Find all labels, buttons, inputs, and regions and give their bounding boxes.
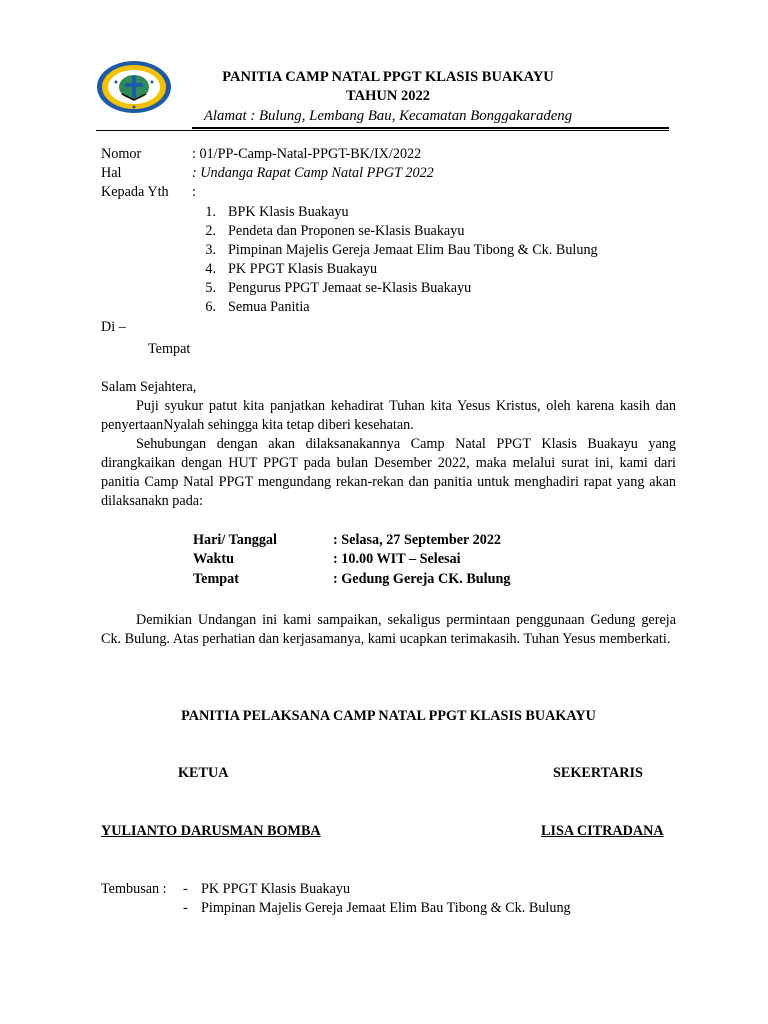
paragraph-closing: Demikian Undangan ini kami sampaikan, sekaligus permintaan penggunaan Gedung gereja Ck. Bulung. Atas perhatian dan kerjasamanya, kami ucapkan terimakasih. Tuhan Yesus memberkati.	[101, 612, 676, 647]
paragraph-2: Sehubungan dengan akan dilaksanakannya Camp Natal PPGT Klasis Buakayu yang dirangkaikan dengan HUT PPGT pada bulan Desember 2022, maka melalui surat ini, kami dari panitia Camp Natal PPGT mengundang rekan-rekan dan panitia untuk menghadiri rapat yang akan dilaksanakn pada:	[101, 436, 676, 509]
list-item: 2. Pendeta dan Proponen se-Klasis Buakayu	[205, 223, 465, 239]
detail-label-place: Tempat	[193, 571, 239, 587]
cc-item: Pimpinan Majelis Gereja Jemaat Elim Bau Tibong & Ck. Bulung	[201, 900, 571, 916]
nomor-label: Nomor	[101, 146, 142, 162]
header-rule-thick	[192, 127, 669, 129]
detail-value-place: : Gedung Gereja CK. Bulung	[333, 571, 511, 587]
detail-value-date: : Selasa, 27 September 2022	[333, 532, 502, 548]
ketua-name: YULIANTO DARUSMAN BOMBA	[101, 823, 321, 839]
list-item: 4. PK PPGT Klasis Buakayu	[205, 261, 378, 277]
nomor-value: : 01/PP-Camp-Natal-PPGT-BK/IX/2022	[192, 146, 422, 162]
kepada-colon: :	[192, 184, 196, 200]
cc-dash: -	[183, 900, 188, 916]
sekertaris-role: SEKERTARIS	[553, 765, 643, 781]
paragraph-1: Puji syukur patut kita panjatkan kehadirat Tuhan kita Yesus Kristus, oleh karena kasih dan penyertaanNyalah sehingga kita tetap diberi kesehatan.	[101, 398, 676, 433]
list-item: 6. Semua Panitia	[205, 299, 310, 315]
committee-title: PANITIA PELAKSANA CAMP NATAL PPGT KLASIS BUAKAYU	[181, 708, 596, 724]
di-label: Di –	[101, 319, 126, 335]
list-item: 1. BPK Klasis Buakayu	[205, 204, 349, 220]
cc-dash: -	[183, 881, 188, 897]
letter-address: Alamat : Bulung, Lembang Bau, Kecamatan Bonggakaradeng	[203, 108, 573, 124]
ketua-role: KETUA	[178, 765, 229, 781]
list-item: 3. Pimpinan Majelis Gereja Jemaat Elim Bau Tibong & Ck. Bulung	[205, 242, 598, 258]
letter-org-title: PANITIA CAMP NATAL PPGT KLASIS BUAKAYU	[222, 69, 554, 85]
detail-label-time: Waktu	[193, 551, 235, 567]
detail-label-date: Hari/ Tanggal	[193, 532, 277, 548]
tembusan-label: Tembusan :	[101, 881, 167, 897]
cc-item: PK PPGT Klasis Buakayu	[201, 881, 351, 897]
kepada-label: Kepada Yth	[101, 184, 169, 200]
list-item: 5. Pengurus PPGT Jemaat se-Klasis Buakayu	[205, 280, 472, 296]
hal-label: Hal	[101, 165, 122, 181]
recipient-list	[192, 203, 598, 317]
ppgt-logo	[96, 60, 172, 114]
detail-value-time: : 10.00 WIT – Selesai	[333, 551, 461, 567]
letter-year: TAHUN 2022	[346, 88, 430, 104]
greeting: Salam Sejahtera,	[101, 379, 197, 395]
tempat-label: Tempat	[148, 341, 191, 357]
header-rule-thin	[96, 130, 669, 131]
sekertaris-name: LISA CITRADANA	[541, 823, 664, 839]
hal-value: : Undanga Rapat Camp Natal PPGT 2022	[192, 165, 434, 181]
